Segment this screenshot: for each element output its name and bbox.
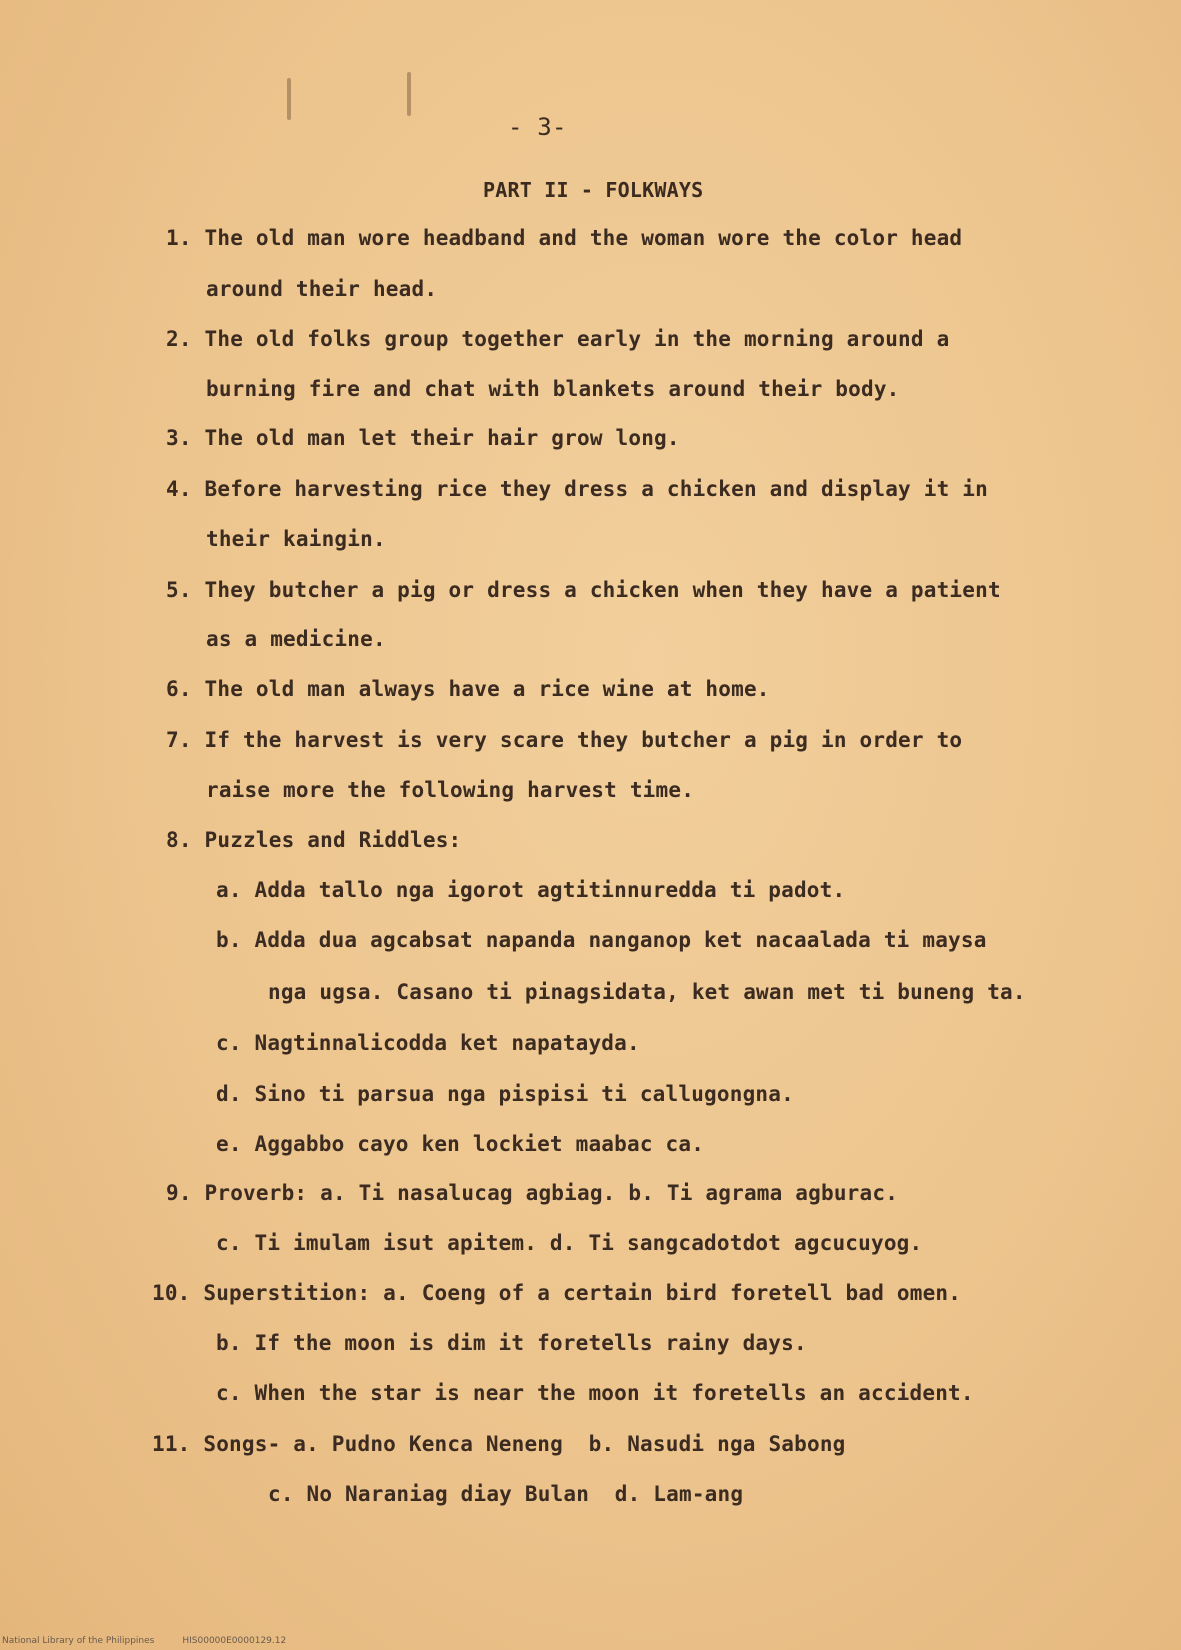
text-line: c. Ti imulam isut apitem. d. Ti sangcadotdot agcucuyog.	[216, 1231, 923, 1255]
text-line: nga ugsa. Casano ti pinagsidata, ket awan met ti buneng ta.	[268, 980, 1026, 1004]
text-line: 7. If the harvest is very scare they butcher a pig in order to	[166, 728, 963, 752]
text-line: c. Nagtinnalicodda ket napatayda.	[216, 1031, 640, 1055]
text-line: c. When the star is near the moon it foretells an accident.	[216, 1381, 974, 1405]
document-id: HIS00000E0000129.12	[182, 1636, 287, 1646]
text-line: their kaingin.	[206, 527, 386, 551]
text-line: 8. Puzzles and Riddles:	[166, 828, 462, 852]
text-line: 6. The old man always have a rice wine at home.	[166, 677, 770, 701]
text-line: around their head.	[206, 277, 438, 301]
text-line: b. Adda dua agcabsat napanda nanganop ket nacaalada ti maysa	[216, 928, 987, 952]
archive-footer	[2, 1636, 314, 1646]
text-line: 1. The old man wore headband and the woman wore the color head	[166, 226, 963, 250]
text-line: 2. The old folks group together early in the morning around a	[166, 327, 950, 351]
punch-mark	[407, 72, 411, 116]
text-line: e. Aggabbo cayo ken lockiet maabac ca.	[216, 1132, 705, 1156]
text-line: c. No Naraniag diay Bulan d. Lam-ang	[268, 1482, 744, 1506]
text-line: 10. Superstition: a. Coeng of a certain bird foretell bad omen.	[152, 1281, 962, 1305]
page-number: - 3-	[508, 113, 567, 141]
text-line: 9. Proverb: a. Ti nasalucag agbiag. b. Ti agrama agburac.	[166, 1181, 899, 1205]
punch-mark	[287, 78, 291, 120]
text-line: 11. Songs- a. Pudno Kenca Neneng b. Nasudi nga Sabong	[152, 1432, 846, 1456]
text-line: d. Sino ti parsua nga pispisi ti callugongna.	[216, 1082, 794, 1106]
page-title: PART II - FOLKWAYS	[483, 178, 704, 202]
text-line: burning fire and chat with blankets around their body.	[206, 377, 900, 401]
text-line: as a medicine.	[206, 627, 386, 651]
text-line: raise more the following harvest time.	[206, 778, 695, 802]
library-credit: National Library of the Philippines	[2, 1636, 155, 1646]
text-line: b. If the moon is dim it foretells rainy days.	[216, 1331, 807, 1355]
text-line: 4. Before harvesting rice they dress a chicken and display it in	[166, 477, 988, 501]
text-line: 5. They butcher a pig or dress a chicken when they have a patient	[166, 578, 1001, 602]
text-line: a. Adda tallo nga igorot agtitinnuredda ti padot.	[216, 878, 846, 902]
text-line: 3. The old man let their hair grow long.	[166, 426, 680, 450]
